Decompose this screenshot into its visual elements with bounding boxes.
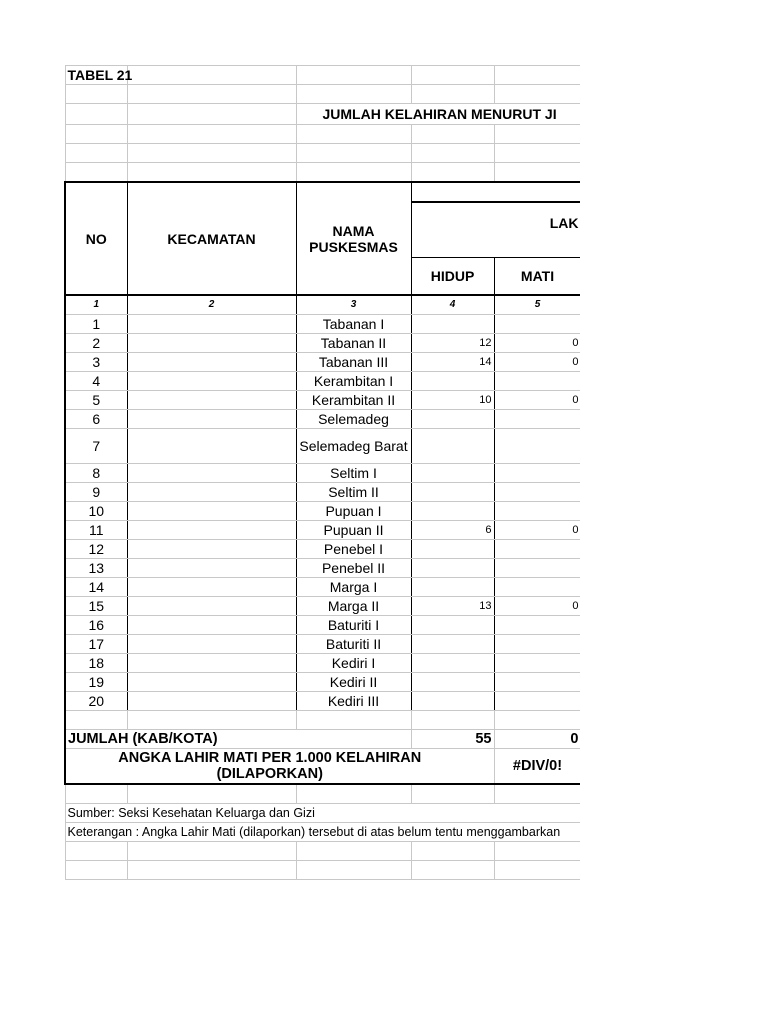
- row-mati: 0: [494, 597, 580, 616]
- row-hidup: [411, 410, 494, 429]
- table-row: [65, 315, 580, 334]
- row-no: 5: [65, 391, 127, 410]
- row-no: 20: [65, 692, 127, 711]
- row-no: 9: [65, 483, 127, 502]
- table-title: TABEL 21: [65, 66, 127, 85]
- table-row: [65, 483, 580, 502]
- table-row: [65, 578, 580, 597]
- row-kecamatan: [127, 372, 296, 391]
- row-puskesmas: Selemadeg: [296, 410, 411, 429]
- row-no: 17: [65, 635, 127, 654]
- row-puskesmas: Penebel I: [296, 540, 411, 559]
- row-mati: [494, 315, 580, 334]
- header-hidup: HIDUP: [411, 258, 494, 296]
- row-puskesmas: Selemadeg Barat: [296, 429, 411, 464]
- row-mati: [494, 502, 580, 521]
- row-mati: [494, 692, 580, 711]
- table-heading: JUMLAH KELAHIRAN MENURUT JI: [296, 104, 580, 125]
- row-no: 13: [65, 559, 127, 578]
- row-mati: [494, 429, 580, 464]
- row-no: 3: [65, 353, 127, 372]
- row-puskesmas: Pupuan II: [296, 521, 411, 540]
- table-row: [65, 391, 580, 410]
- rate-label: ANGKA LAHIR MATI PER 1.000 KELAHIRAN (DILAPORKAN): [65, 749, 494, 785]
- table-row: [65, 521, 580, 540]
- row-puskesmas: Kediri I: [296, 654, 411, 673]
- row-puskesmas: Seltim II: [296, 483, 411, 502]
- row-no: 16: [65, 616, 127, 635]
- row-mati: [494, 410, 580, 429]
- row-hidup: [411, 315, 494, 334]
- row-puskesmas: Marga I: [296, 578, 411, 597]
- row-mati: [494, 616, 580, 635]
- row-mati: 0: [494, 391, 580, 410]
- row-no: 19: [65, 673, 127, 692]
- row-kecamatan: [127, 483, 296, 502]
- row-puskesmas: Pupuan I: [296, 502, 411, 521]
- row-hidup: [411, 502, 494, 521]
- row-no: 12: [65, 540, 127, 559]
- table-row: [65, 334, 580, 353]
- row-mati: [494, 673, 580, 692]
- header-no: NO: [65, 182, 127, 295]
- row-no: 10: [65, 502, 127, 521]
- col-number: 1: [65, 295, 127, 315]
- col-number: 2: [127, 295, 296, 315]
- row-hidup: [411, 654, 494, 673]
- table-row: [65, 372, 580, 391]
- row-hidup: 13: [411, 597, 494, 616]
- table-row: [65, 464, 580, 483]
- row-puskesmas: Kediri III: [296, 692, 411, 711]
- row-puskesmas: Kediri II: [296, 673, 411, 692]
- row-kecamatan: [127, 692, 296, 711]
- row-mati: [494, 483, 580, 502]
- row-puskesmas: Seltim I: [296, 464, 411, 483]
- col-number: 3: [296, 295, 411, 315]
- total-mati: 0: [494, 730, 580, 749]
- row-mati: [494, 464, 580, 483]
- row-kecamatan: [127, 502, 296, 521]
- row-kecamatan: [127, 353, 296, 372]
- row-kecamatan: [127, 559, 296, 578]
- row-kecamatan: [127, 673, 296, 692]
- header-nama-puskesmas: NAMA PUSKESMAS: [296, 182, 411, 295]
- row-no: 1: [65, 315, 127, 334]
- row-puskesmas: Penebel II: [296, 559, 411, 578]
- col-number: 4: [411, 295, 494, 315]
- row-no: 11: [65, 521, 127, 540]
- col-number: 5: [494, 295, 580, 315]
- row-kecamatan: [127, 464, 296, 483]
- row-puskesmas: Kerambitan I: [296, 372, 411, 391]
- row-no: 7: [65, 429, 127, 464]
- table-row: [65, 429, 580, 464]
- row-puskesmas: Marga II: [296, 597, 411, 616]
- row-no: 18: [65, 654, 127, 673]
- table-row: [65, 559, 580, 578]
- row-mati: 0: [494, 521, 580, 540]
- table-row: [65, 540, 580, 559]
- source-note: Sumber: Seksi Kesehatan Keluarga dan Gizi: [65, 804, 580, 823]
- row-hidup: 14: [411, 353, 494, 372]
- row-kecamatan: [127, 429, 296, 464]
- row-kecamatan: [127, 616, 296, 635]
- row-hidup: [411, 372, 494, 391]
- row-kecamatan: [127, 410, 296, 429]
- row-puskesmas: Kerambitan II: [296, 391, 411, 410]
- table-row: [65, 635, 580, 654]
- row-kecamatan: [127, 334, 296, 353]
- row-hidup: [411, 540, 494, 559]
- row-puskesmas: Tabanan III: [296, 353, 411, 372]
- row-mati: [494, 559, 580, 578]
- row-kecamatan: [127, 391, 296, 410]
- row-hidup: [411, 673, 494, 692]
- row-mati: [494, 635, 580, 654]
- row-hidup: [411, 578, 494, 597]
- row-mati: 0: [494, 334, 580, 353]
- row-mati: [494, 372, 580, 391]
- total-hidup: 55: [411, 730, 494, 749]
- table-row: [65, 673, 580, 692]
- header-kecamatan: KECAMATAN: [127, 182, 296, 295]
- row-kecamatan: [127, 540, 296, 559]
- row-hidup: [411, 429, 494, 464]
- row-puskesmas: Tabanan II: [296, 334, 411, 353]
- row-mati: [494, 540, 580, 559]
- row-puskesmas: Tabanan I: [296, 315, 411, 334]
- header-mati: MATI: [494, 258, 580, 296]
- row-hidup: [411, 483, 494, 502]
- spreadsheet: [64, 65, 580, 880]
- row-kecamatan: [127, 654, 296, 673]
- row-mati: [494, 654, 580, 673]
- rate-value: #DIV/0!: [494, 749, 580, 785]
- row-no: 8: [65, 464, 127, 483]
- row-no: 2: [65, 334, 127, 353]
- table-row: [65, 616, 580, 635]
- remark-note: Keterangan : Angka Lahir Mati (dilaporkan) tersebut di atas belum tentu menggambarkan: [65, 823, 580, 842]
- row-mati: [494, 578, 580, 597]
- table-row: [65, 353, 580, 372]
- row-kecamatan: [127, 521, 296, 540]
- row-hidup: [411, 692, 494, 711]
- row-no: 15: [65, 597, 127, 616]
- row-mati: 0: [494, 353, 580, 372]
- table-row: [65, 654, 580, 673]
- total-label: JUMLAH (KAB/KOTA): [65, 730, 411, 749]
- row-hidup: 12: [411, 334, 494, 353]
- table-row: [65, 597, 580, 616]
- header-group: LAK: [411, 202, 580, 258]
- row-hidup: 10: [411, 391, 494, 410]
- birth-table: [64, 65, 580, 880]
- table-row: [65, 502, 580, 521]
- row-kecamatan: [127, 635, 296, 654]
- row-puskesmas: Baturiti II: [296, 635, 411, 654]
- row-hidup: [411, 559, 494, 578]
- table-row: [65, 410, 580, 429]
- row-puskesmas: Baturiti I: [296, 616, 411, 635]
- row-kecamatan: [127, 578, 296, 597]
- row-hidup: [411, 635, 494, 654]
- row-hidup: 6: [411, 521, 494, 540]
- row-no: 6: [65, 410, 127, 429]
- row-kecamatan: [127, 597, 296, 616]
- table-row: [65, 692, 580, 711]
- row-no: 14: [65, 578, 127, 597]
- row-hidup: [411, 464, 494, 483]
- row-hidup: [411, 616, 494, 635]
- row-kecamatan: [127, 315, 296, 334]
- row-no: 4: [65, 372, 127, 391]
